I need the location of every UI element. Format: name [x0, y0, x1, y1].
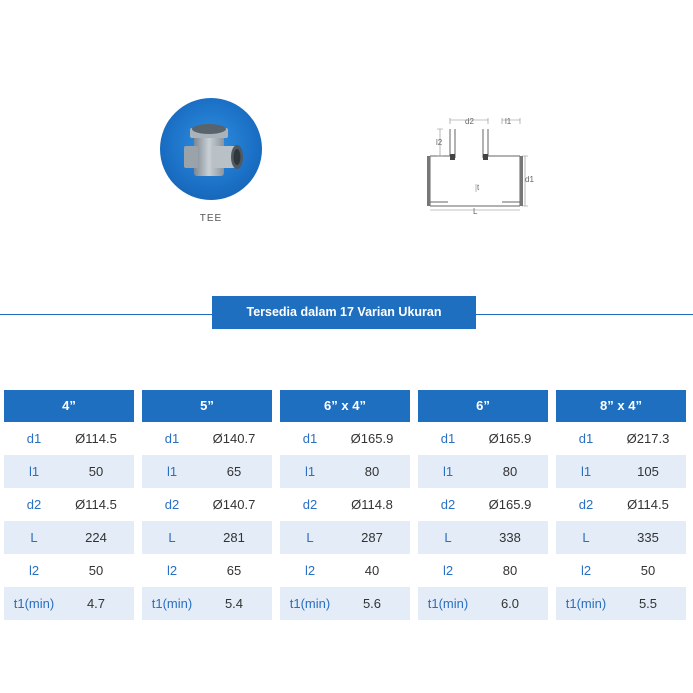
row-value: 5.4: [224, 596, 244, 611]
table-row: [142, 488, 272, 521]
row-label: L: [30, 530, 38, 545]
row-label: t1(min): [565, 596, 607, 611]
table-row: [418, 521, 548, 554]
table-row: [4, 521, 134, 554]
table-row: [280, 587, 410, 620]
size-title: 8” x 4”: [556, 390, 686, 422]
row-value: Ø165.9: [488, 497, 532, 512]
table-row: [418, 488, 548, 521]
table-row: [4, 488, 134, 521]
table-row: [418, 422, 548, 455]
row-label: l2: [28, 563, 40, 578]
size-table-6x4in: [280, 390, 410, 620]
row-label: d2: [302, 497, 318, 512]
row-value: 80: [364, 464, 380, 479]
row-value: 5.6: [362, 596, 382, 611]
table-row: [280, 422, 410, 455]
row-label: L: [168, 530, 176, 545]
row-value: Ø114.8: [351, 497, 393, 512]
size-title: 6” x 4”: [280, 390, 410, 422]
row-value: Ø165.9: [488, 431, 532, 446]
table-row: [142, 554, 272, 587]
row-value: 224: [85, 530, 107, 545]
diagram-label-l2: l2: [436, 138, 443, 147]
size-title: 4”: [4, 390, 134, 422]
row-label: d1: [578, 431, 594, 446]
variants-banner: Tersedia dalam 17 Varian Ukuran: [212, 296, 476, 329]
table-row: [4, 455, 134, 488]
row-label: L: [444, 530, 452, 545]
row-label: l2: [304, 563, 316, 578]
row-label: l1: [28, 464, 40, 479]
row-label: t1(min): [13, 596, 55, 611]
row-label: l1: [580, 464, 592, 479]
row-value: Ø114.5: [75, 431, 117, 446]
table-row: [280, 521, 410, 554]
table-row: [280, 455, 410, 488]
row-value: Ø140.7: [212, 497, 256, 512]
row-label: l1: [166, 464, 178, 479]
tee-fitting-icon: [160, 98, 262, 200]
row-value: Ø217.3: [626, 431, 670, 446]
row-value: 80: [502, 563, 518, 578]
row-value: 6.0: [500, 596, 520, 611]
table-row: [418, 587, 548, 620]
diagram-label-d2: d2: [465, 117, 474, 126]
table-row: [418, 455, 548, 488]
table-row: [280, 554, 410, 587]
row-label: d2: [578, 497, 594, 512]
row-value: 65: [226, 464, 242, 479]
row-label: l2: [580, 563, 592, 578]
size-table-8x4in: [556, 390, 686, 620]
row-value: 335: [637, 530, 659, 545]
row-label: d2: [26, 497, 42, 512]
row-label: t1(min): [289, 596, 331, 611]
row-value: 65: [226, 563, 242, 578]
row-value: 40: [364, 563, 380, 578]
product-label: TEE: [199, 213, 223, 224]
row-label: d2: [440, 497, 456, 512]
diagram-label-t: t: [477, 183, 480, 192]
table-row: [142, 422, 272, 455]
row-label: d2: [164, 497, 180, 512]
row-label: d1: [26, 431, 42, 446]
table-row: [142, 587, 272, 620]
diagram-label-l1: l1: [505, 117, 512, 126]
row-value: 281: [223, 530, 245, 545]
size-table-5in: [142, 390, 272, 620]
row-label: l1: [442, 464, 454, 479]
row-value: 105: [637, 464, 659, 479]
row-label: d1: [440, 431, 456, 446]
product-image-tee: [160, 98, 262, 200]
row-label: d1: [164, 431, 180, 446]
table-row: [556, 521, 686, 554]
table-row: [556, 488, 686, 521]
table-row: [556, 554, 686, 587]
row-value: Ø165.9: [350, 431, 394, 446]
table-row: [418, 554, 548, 587]
row-value: 338: [499, 530, 521, 545]
table-row: [556, 587, 686, 620]
row-label: d1: [302, 431, 318, 446]
diagram-label-d1: d1: [525, 175, 534, 184]
row-label: t1(min): [151, 596, 193, 611]
row-value: 50: [88, 464, 104, 479]
row-value: 5.5: [638, 596, 658, 611]
size-title: 5”: [142, 390, 272, 422]
row-value: Ø140.7: [212, 431, 256, 446]
row-value: 80: [502, 464, 518, 479]
row-label: l2: [442, 563, 454, 578]
table-row: [4, 554, 134, 587]
row-value: 50: [88, 563, 104, 578]
diagram-label-L: L: [473, 207, 478, 214]
size-table-6in: [418, 390, 548, 620]
table-row: [556, 455, 686, 488]
row-value: 287: [361, 530, 383, 545]
size-table-4in: [4, 390, 134, 620]
table-row: [4, 422, 134, 455]
row-label: l2: [166, 563, 178, 578]
row-label: t1(min): [427, 596, 469, 611]
row-label: l1: [304, 464, 316, 479]
row-value: 50: [640, 563, 656, 578]
table-row: [142, 455, 272, 488]
row-value: Ø114.5: [75, 497, 117, 512]
row-value: Ø114.5: [627, 497, 669, 512]
table-row: [142, 521, 272, 554]
row-label: L: [582, 530, 590, 545]
size-title: 6”: [418, 390, 548, 422]
table-row: [556, 422, 686, 455]
row-value: 4.7: [86, 596, 106, 611]
table-row: [4, 587, 134, 620]
tee-dimension-diagram: [415, 112, 540, 214]
row-label: L: [306, 530, 314, 545]
table-row: [280, 488, 410, 521]
